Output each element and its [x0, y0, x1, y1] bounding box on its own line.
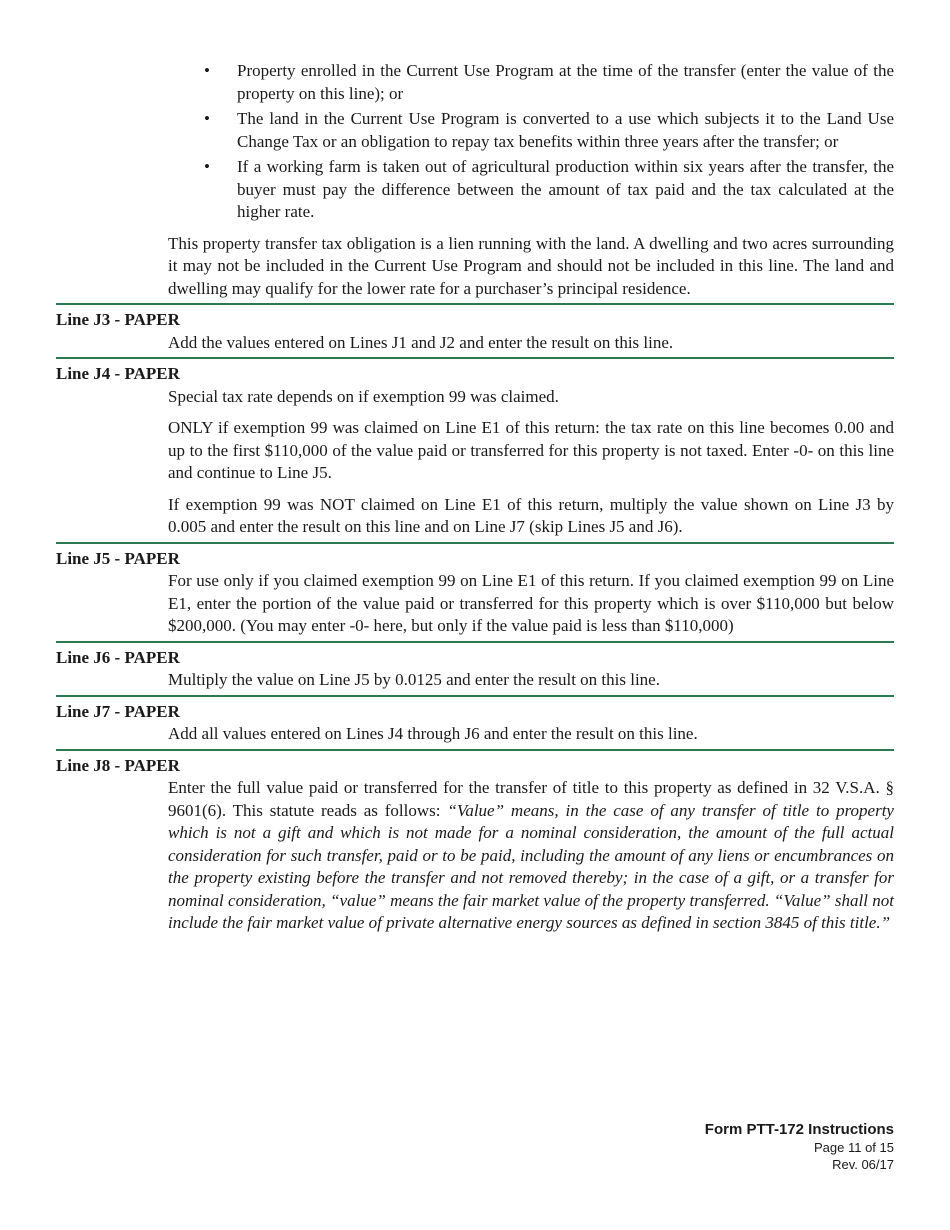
- statute-intro: Enter the full value paid or transferred for the transfer of title to this property as defined in 32 V.S.A. § 9601(6). This statute reads as follows:: [168, 778, 894, 820]
- bullet-icon: •: [204, 157, 210, 176]
- section-line-j4: [56, 363, 894, 539]
- section-text: Add the values entered on Lines J1 and J2 and enter the result on this line.: [168, 332, 674, 352]
- section-heading: Line J8 - PAPER: [56, 755, 180, 775]
- list-item: • If a working farm is taken out of agricultural production within six years after the transfer, the buyer must pay the difference between the amount of tax paid and the tax calculated at the higher rate.: [204, 157, 894, 221]
- section-heading: Line J7 - PAPER: [56, 701, 180, 721]
- section-text: If exemption 99 was NOT claimed on Line E1 of this return, multiply the value shown on Line J3 by 0.005 and enter the result on this line and on Line J7 (skip Lines J5 and J6).: [168, 494, 894, 536]
- section-text: Add all values entered on Lines J4 through J6 and enter the result on this line.: [168, 724, 698, 743]
- section-line-j5: [56, 548, 894, 638]
- section-divider: [56, 695, 894, 697]
- bullet-icon: •: [204, 109, 210, 128]
- section-text: ONLY if exemption 99 was claimed on Line E1 of this return: the tax rate on this line becomes 0.00 and up to the first $110,000 of the value paid or transferred for this property is not taxed. Enter -0- on this line and continue to Line J5.: [168, 418, 894, 482]
- statute-text: [168, 777, 894, 935]
- section-divider: [56, 749, 894, 751]
- section-heading: Line J5 - PAPER: [56, 548, 180, 568]
- page-number: Page 11 of 15: [814, 1140, 894, 1155]
- section-divider: [56, 303, 894, 305]
- section-line-j7: [56, 701, 894, 746]
- statute-quote: “Value” means, in the case of any transfer of title to property which is not a gift and which is not made for a nominal consideration, the amount of the full actual consideration for such transfer, paid or to be paid, including the amount of any liens or encumbrances on the property existing before the transfer and not removed thereby; in the case of a gift, or a transfer for nominal consideration, “value” means the fair market value of the property transferred. “Value” shall not include the fair market value of private alternative energy sources as defined in section 3845 of this title.”: [168, 800, 894, 932]
- revision-date: Rev. 06/17: [832, 1157, 894, 1172]
- section-line-j8: [56, 755, 894, 935]
- section-text: Multiply the value on Line J5 by 0.0125 and enter the result on this line.: [168, 670, 660, 689]
- section-divider: [56, 357, 894, 359]
- bullet-icon: •: [204, 61, 210, 80]
- bullet-list: [204, 60, 894, 224]
- section-line-j3: [56, 309, 894, 354]
- lien-paragraph: This property transfer tax obligation is a lien running with the land. A dwelling and two acres surrounding it may not be included in the Current Use Program and should not be included in this line. The land and dwelling may qualify for the lower rate for a purchaser’s principal residence.: [168, 233, 894, 298]
- section-heading: Line J6 - PAPER: [56, 647, 180, 667]
- section-text: For use only if you claimed exemption 99 on Line E1 of this return. If you claimed exemption 99 on Line E1, enter the portion of the value paid or transferred for this property which is over $110,000 but below $200,000. (You may enter -0- here, but only if the value paid is less than $110,000): [168, 571, 894, 635]
- page-footer: [705, 1120, 894, 1173]
- instructions-page: [56, 60, 894, 935]
- form-title: Form PTT-172 Instructions: [704, 1121, 894, 1138]
- list-item: • The land in the Current Use Program is converted to a use which subjects it to the Land Use Change Tax or an obligation to repay tax benefits within three years after the transfer; or: [204, 109, 894, 151]
- section-line-j6: [56, 647, 894, 692]
- section-text: Special tax rate depends on if exemption 99 was claimed.: [168, 386, 559, 406]
- section-divider: [56, 641, 894, 643]
- list-item: • Property enrolled in the Current Use Program at the time of the transfer (enter the value of the property on this line); or: [204, 61, 894, 103]
- section-divider: [56, 542, 894, 544]
- section-heading: Line J3 - PAPER: [56, 310, 180, 329]
- section-heading: Line J4 - PAPER: [56, 364, 180, 383]
